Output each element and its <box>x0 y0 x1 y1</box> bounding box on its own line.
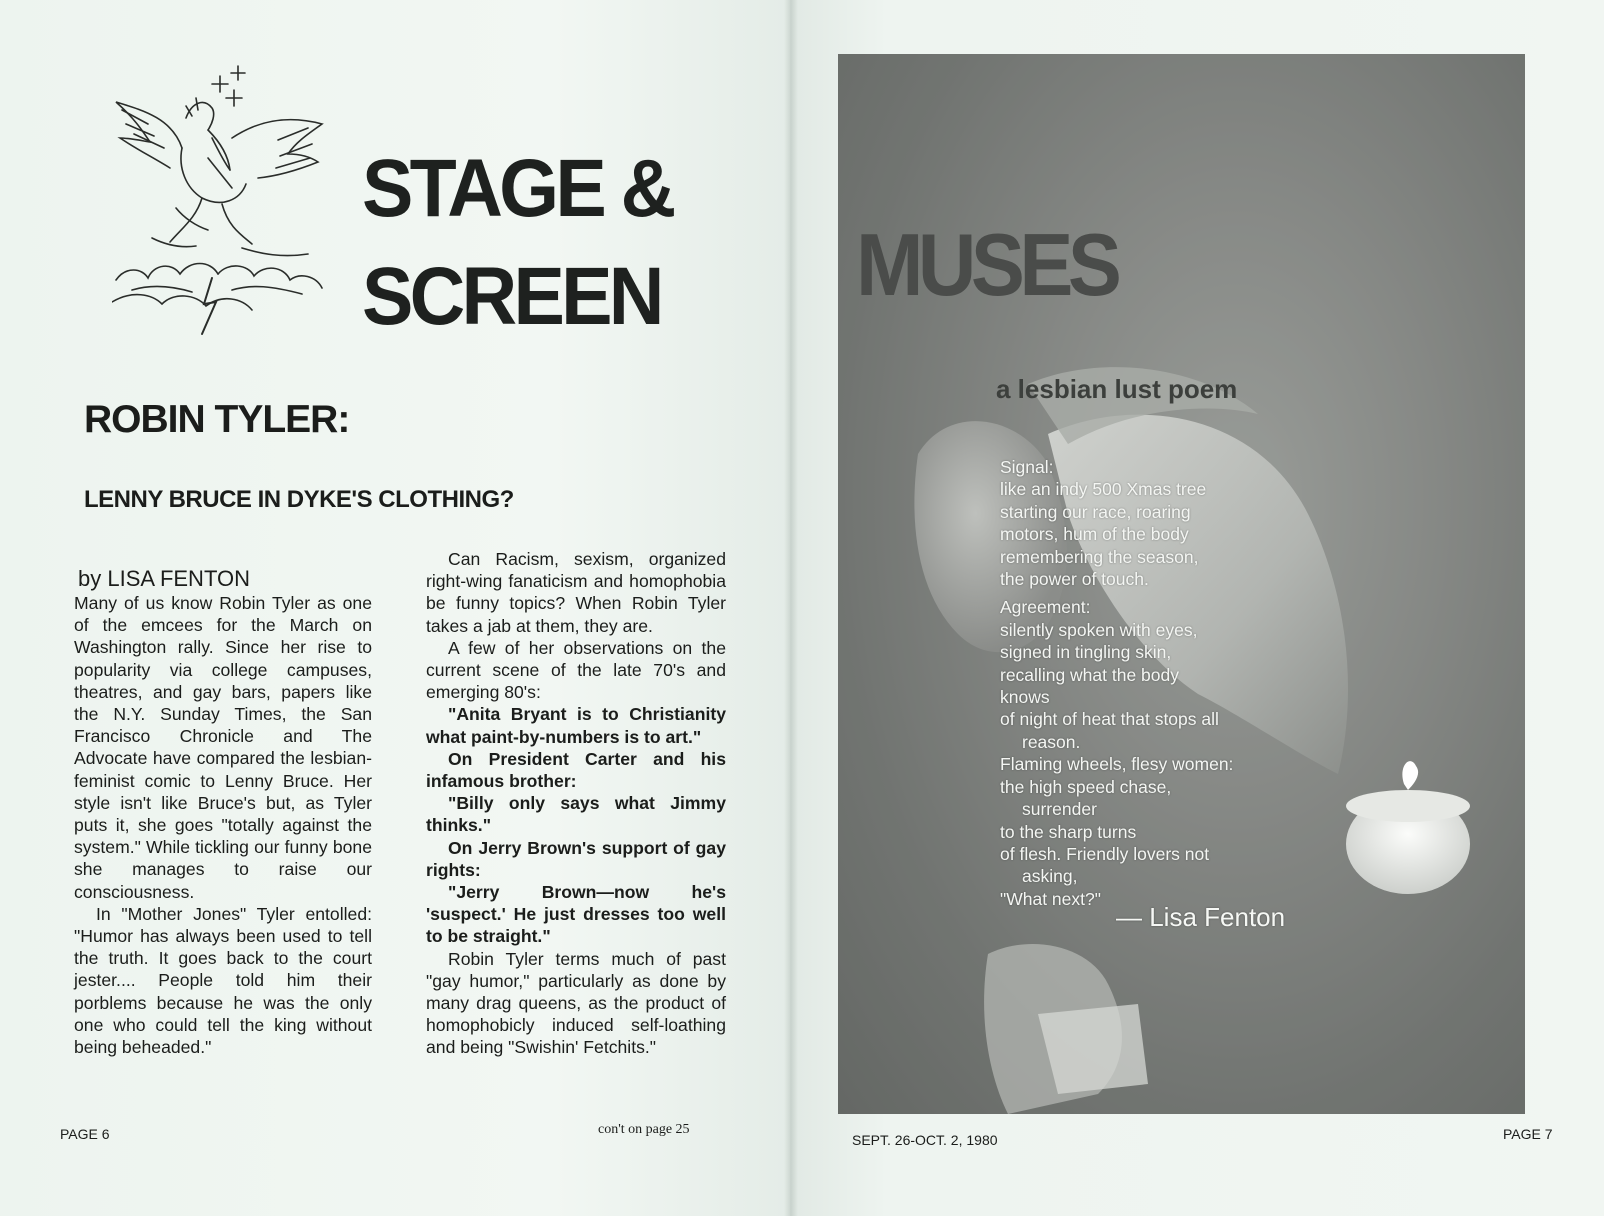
poem-line: asking, <box>1022 866 1078 887</box>
article-headline: ROBIN TYLER: <box>84 398 350 441</box>
page-gutter <box>784 0 798 1216</box>
article-column-1 <box>74 592 372 1058</box>
poem-line: Signal: <box>1000 457 1054 477</box>
poem-line: remembering the season, <box>1000 546 1199 567</box>
poem-signature: — Lisa Fenton <box>1116 902 1286 932</box>
column-2-quote: On President Carter and his infamous brother: <box>426 748 726 792</box>
section-title-line-2: SCREEN <box>362 251 661 342</box>
poem-line: motors, hum of the body <box>1000 524 1189 545</box>
poem-line: Flaming wheels, flesy women: <box>1000 754 1234 775</box>
poem-line: of night of heat that stops all <box>1000 709 1219 730</box>
poem-subtitle: a lesbian lust poem <box>996 374 1238 404</box>
muses-photograph <box>838 54 1525 1114</box>
page-number-left: PAGE 6 <box>60 1126 110 1142</box>
column-2-paragraph: Can Racism, sexism, organized right-wing fanaticism and homophobia be funny topics? When Robin Tyler takes a jab at them, they are. <box>426 549 726 636</box>
column-2-quote: "Billy only says what Jimmy thinks." <box>426 793 726 836</box>
issue-date: SEPT. 26-OCT. 2, 1980 <box>852 1132 998 1148</box>
poem-line: the power of touch. <box>1000 569 1149 590</box>
column-1-paragraph: In "Mother Jones" Tyler entolled: "Humor has always been used to tell the truth. It goes back to the court jester.... People told him their porblems because he was the only one who could tell the king without being beheaded." <box>74 903 372 1058</box>
page-number-right: PAGE 7 <box>1503 1126 1553 1142</box>
article-subheadline: LENNY BRUCE IN DYKE'S CLOTHING? <box>84 486 514 513</box>
poem-text <box>1000 456 1320 910</box>
column-2-paragraph: A few of her observations on the current scene of the late 70's and emerging 80's: <box>426 637 726 703</box>
poem-line: starting our race, roaring <box>1000 501 1191 522</box>
section-title-line-1: STAGE & <box>362 143 673 234</box>
poem-line: recalling what the body <box>1000 664 1179 685</box>
column-2-quote: "Jerry Brown—now he's 'suspect.' He just dresses too well to be straight." <box>426 882 726 947</box>
poem-line: Agreement: <box>1000 597 1091 618</box>
left-page <box>0 0 790 1216</box>
column-1-paragraph: Many of us know Robin Tyler as one of the emcees for the March on Washington rally. Since her rise to popularity via college campuses, theatres, and gay bars, papers like the N.Y. Sunday Times, the San Francisco Chronicle and The Advocate have compared the lesbian-feminist comic to Lenny Bruce. Her style isn't like Bruce's but, as Tyler puts it, she goes "totally against the system." While tickling our funny bone she manages to raise our consciousness. <box>74 593 372 902</box>
poem-line: to the sharp turns <box>1000 821 1137 842</box>
article-byline: by LISA FENTON <box>78 566 250 591</box>
poem-line: of flesh. Friendly lovers not <box>1000 843 1210 864</box>
pegasus-illustration <box>112 58 327 348</box>
poem-line: the high speed chase, <box>1000 776 1172 797</box>
column-2-quote: "Anita Bryant is to Christianity what paint-by-numbers is to art." <box>426 704 726 747</box>
poem-title: MUSES <box>856 215 1117 314</box>
column-2-quote: On Jerry Brown's support of gay rights: <box>426 837 726 880</box>
poem-line: silently spoken with eyes, <box>1000 619 1198 640</box>
poem-line: "What next?" <box>1000 888 1101 909</box>
poem-line: knows <box>1000 687 1050 708</box>
article-column-2 <box>426 548 726 1059</box>
poem-line: reason. <box>1022 731 1081 752</box>
poem-line: surrender <box>1022 799 1097 820</box>
poem-line: signed in tingling skin, <box>1000 642 1172 663</box>
poem-line: like an indy 500 Xmas tree <box>1000 479 1207 500</box>
continued-note: con't on page 25 <box>598 1122 690 1137</box>
column-2-paragraph: Robin Tyler terms much of past "gay humor," particularly as done by many drag queens, as the product of homophobicly induced self-loathing and being "Swishin' Fetchits." <box>426 948 726 1058</box>
